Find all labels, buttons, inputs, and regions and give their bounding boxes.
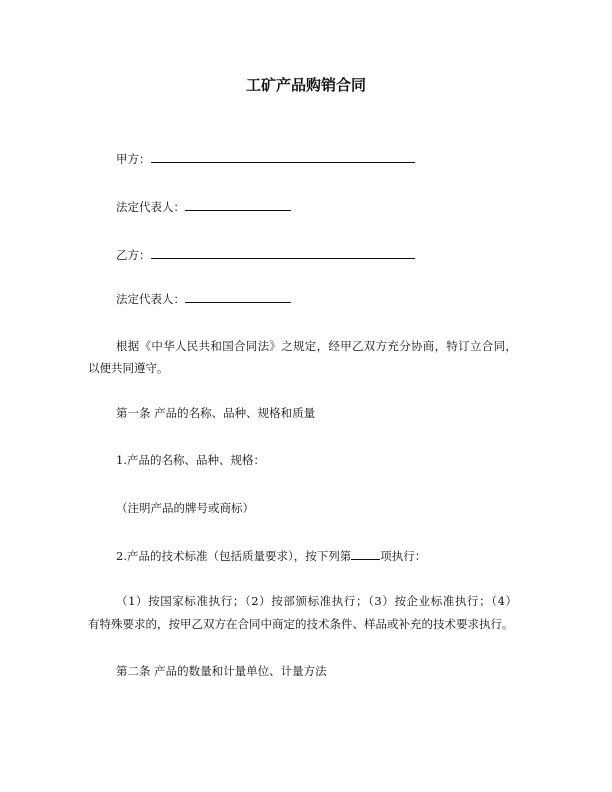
party-a-label: 甲方： [116,152,151,166]
item-1: 1.产品的名称、品种、规格： [116,453,265,467]
standards-line-1: （1）按国家标准执行；（2）按部颁标准执行；（3）按企业标准执行；（4） [116,594,518,608]
item-2 [116,548,426,563]
party-a-blank [151,151,415,163]
rep-b-label: 法定代表人： [116,292,185,306]
rep-b-blank [185,291,291,303]
party-b-blank [151,247,415,259]
rep-a-label: 法定代表人： [116,200,185,214]
rep-a-blank [185,199,291,211]
party-b-label: 乙方： [116,248,151,262]
item-2-blank [351,548,380,560]
item-2-text: 2.产品的技术标准（包括质量要求），按下列第 [116,549,352,563]
preamble-line-1: 根据《中华人民共和国合同法》之规定，经甲乙双方充分协商，特订立合同， [116,339,518,353]
article-1-title: 第一条 产品的名称、品种、规格和质量 [116,406,316,420]
rep-b-field [116,291,291,306]
rep-a-field [116,199,291,214]
party-b-field [116,247,415,262]
article-2-title: 第二条 产品的数量和计量单位、计量方法 [116,664,327,678]
preamble-line-2: 以便共同遵守。 [88,361,169,375]
item-2-text-after: 项执行： [380,549,427,563]
standards-line-2: 有特殊要求的，按甲乙双方在合同中商定的技术条件、样品或补充的技术要求执行。 [88,617,514,631]
party-a-field [116,151,415,166]
item-1-note: （注明产品的牌号或商标） [116,501,254,515]
document-title: 工矿产品购销合同 [245,76,366,94]
